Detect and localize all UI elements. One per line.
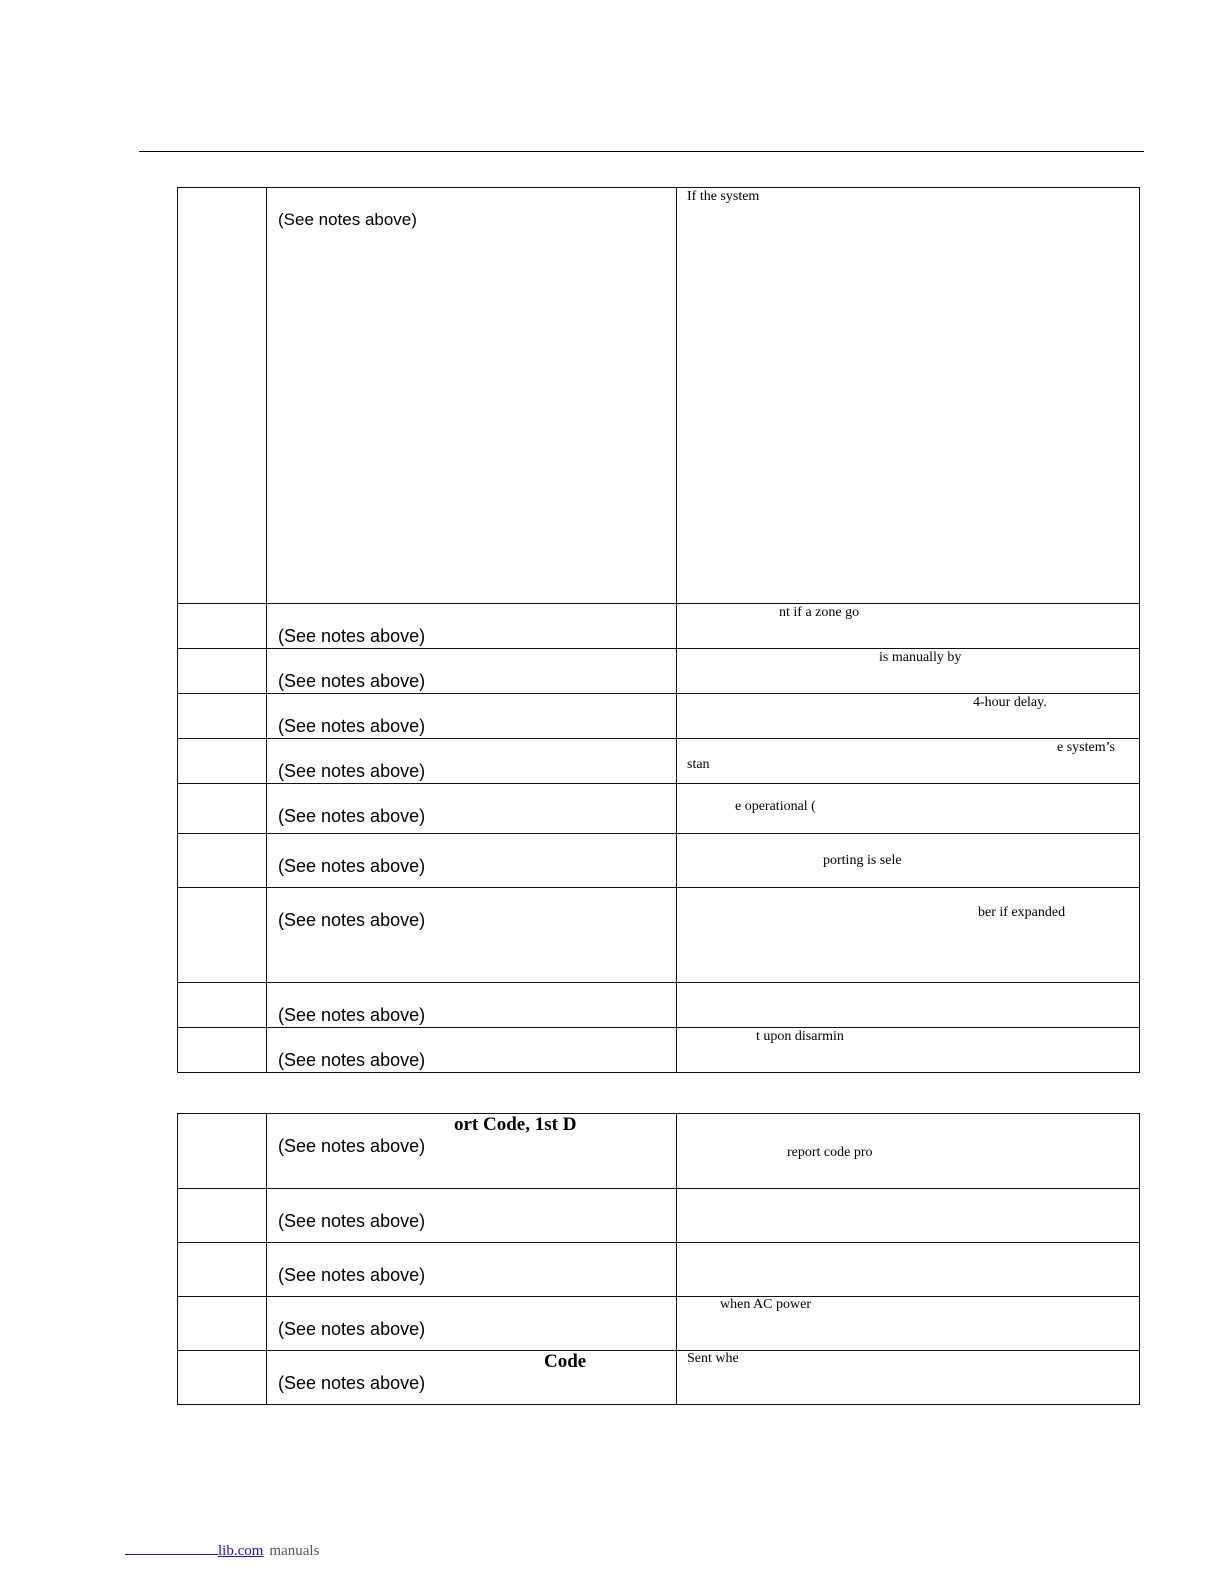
table-row xyxy=(178,1243,1140,1297)
field-description-cell xyxy=(677,1189,1140,1243)
field-number-cell xyxy=(178,604,267,649)
description-text: Sent whe xyxy=(687,1351,739,1366)
description-text: t upon disarmin xyxy=(756,1029,844,1044)
field-description-cell xyxy=(677,1028,1140,1073)
see-notes-text: (See notes above) xyxy=(278,1319,426,1339)
program-table-1 xyxy=(177,187,1140,1073)
description-text: nt if a zone go xyxy=(779,605,860,620)
field-description-cell xyxy=(677,1243,1140,1297)
field-entry-cell xyxy=(267,649,677,694)
field-number-cell xyxy=(178,649,267,694)
field-description-cell xyxy=(677,188,1140,604)
description-text: e operational ( xyxy=(735,799,816,814)
table-row xyxy=(178,739,1140,784)
field-description-cell xyxy=(677,834,1140,888)
see-notes-text: (See notes above) xyxy=(278,806,426,826)
table-row xyxy=(178,1189,1140,1243)
table-row xyxy=(178,188,1140,604)
field-number-cell xyxy=(178,888,267,983)
table-row xyxy=(178,1351,1140,1405)
field-entry-cell xyxy=(267,834,677,888)
field-description-cell xyxy=(677,1351,1140,1405)
field-description-cell xyxy=(677,888,1140,983)
description-text: is manually by xyxy=(879,650,962,665)
field-description-cell xyxy=(677,784,1140,834)
description-text: porting is sele xyxy=(823,853,902,868)
description-text: 4-hour delay. xyxy=(973,695,1047,710)
field-entry-cell xyxy=(267,694,677,739)
see-notes-text: (See notes above) xyxy=(278,910,426,930)
table-row xyxy=(178,784,1140,834)
see-notes-text: (See notes above) xyxy=(278,1005,426,1025)
field-entry-cell xyxy=(267,1114,677,1189)
field-number-cell xyxy=(178,1114,267,1189)
field-number-cell xyxy=(178,1189,267,1243)
field-description-cell xyxy=(677,1114,1140,1189)
table-row xyxy=(178,983,1140,1028)
see-notes-text: (See notes above) xyxy=(278,1265,426,1285)
see-notes-text: (See notes above) xyxy=(278,671,426,691)
field-number-cell xyxy=(178,694,267,739)
page-footer xyxy=(125,1543,319,1560)
description-text-line2: stan xyxy=(687,757,710,772)
table-row xyxy=(178,1028,1140,1073)
table-row xyxy=(178,1297,1140,1351)
field-entry-cell xyxy=(267,983,677,1028)
field-number-cell xyxy=(178,739,267,784)
description-text: If the system xyxy=(687,189,760,204)
see-notes-text: (See notes above) xyxy=(278,210,417,229)
field-entry-cell xyxy=(267,888,677,983)
field-entry-cell xyxy=(267,1297,677,1351)
field-description-cell xyxy=(677,694,1140,739)
table-row xyxy=(178,604,1140,649)
field-entry-cell xyxy=(267,784,677,834)
table-row xyxy=(178,649,1140,694)
field-number-cell xyxy=(178,784,267,834)
field-description-cell xyxy=(677,739,1140,784)
field-number-cell xyxy=(178,188,267,604)
description-text: report code pro xyxy=(787,1145,873,1160)
table-row xyxy=(178,1114,1140,1189)
field-entry-cell xyxy=(267,1351,677,1405)
field-description-cell xyxy=(677,649,1140,694)
field-number-cell xyxy=(178,1351,267,1405)
field-entry-cell xyxy=(267,739,677,784)
field-heading: ort Code, 1st D xyxy=(454,1114,577,1135)
see-notes-text: (See notes above) xyxy=(278,856,426,876)
description-text: e system’s xyxy=(1057,740,1115,755)
field-entry-cell xyxy=(267,188,677,604)
field-number-cell xyxy=(178,834,267,888)
field-description-cell xyxy=(677,983,1140,1028)
see-notes-text: (See notes above) xyxy=(278,761,426,781)
footer-suffix: manuals xyxy=(269,1543,320,1559)
field-description-cell xyxy=(677,604,1140,649)
field-description-cell xyxy=(677,1297,1140,1351)
footer-link[interactable]: lib.com xyxy=(218,1543,264,1559)
field-number-cell xyxy=(178,1297,267,1351)
table-row xyxy=(178,888,1140,983)
see-notes-text: (See notes above) xyxy=(278,716,426,736)
field-number-cell xyxy=(178,1028,267,1073)
field-number-cell xyxy=(178,983,267,1028)
table-row xyxy=(178,834,1140,888)
field-entry-cell xyxy=(267,1189,677,1243)
field-heading: Code xyxy=(544,1351,587,1372)
program-table-2 xyxy=(177,1113,1140,1405)
see-notes-text: (See notes above) xyxy=(278,1050,426,1070)
field-entry-cell xyxy=(267,604,677,649)
see-notes-text: (See notes above) xyxy=(278,1211,426,1231)
description-text: when AC power xyxy=(720,1297,811,1312)
see-notes-text: (See notes above) xyxy=(278,1136,426,1156)
field-entry-cell xyxy=(267,1028,677,1073)
footer-link-underline xyxy=(125,1554,218,1555)
field-entry-cell xyxy=(267,1243,677,1297)
field-number-cell xyxy=(178,1243,267,1297)
description-text: ber if expanded xyxy=(978,905,1066,920)
table-row xyxy=(178,694,1140,739)
see-notes-text: (See notes above) xyxy=(278,1373,426,1393)
header-rule xyxy=(139,151,1144,152)
see-notes-text: (See notes above) xyxy=(278,626,426,646)
